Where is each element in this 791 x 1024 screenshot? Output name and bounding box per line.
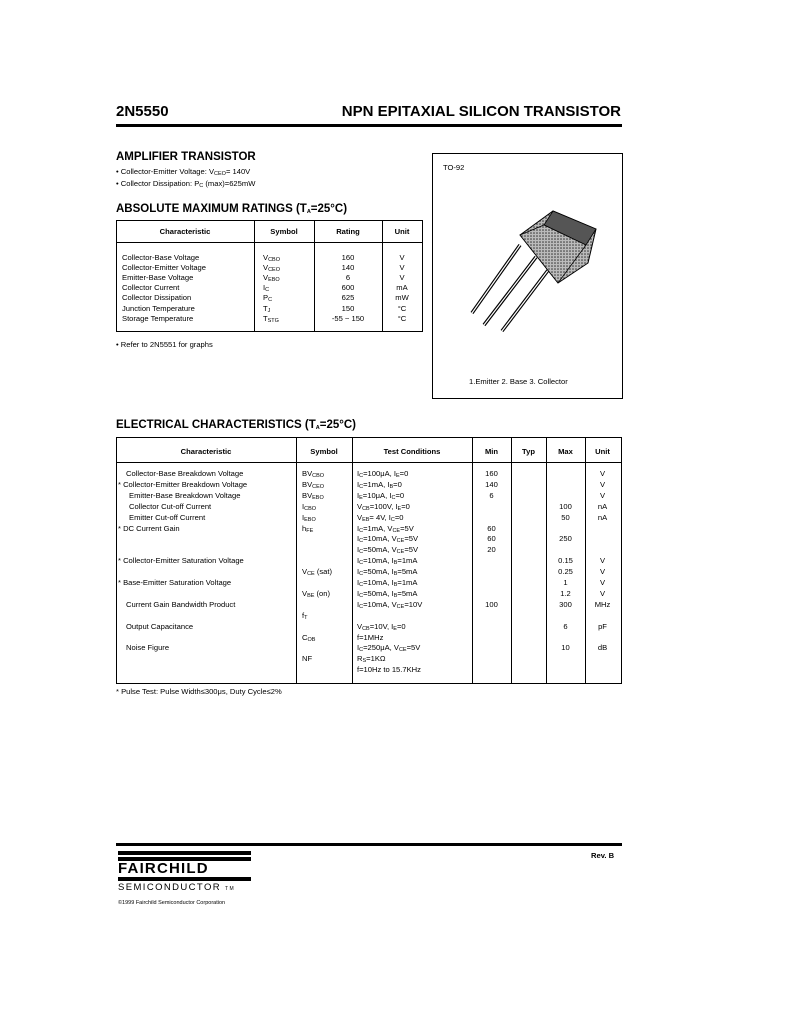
elec-row-unit: pF bbox=[598, 621, 607, 631]
abs-row-characteristic: Collector-Base Voltage bbox=[122, 253, 200, 262]
elec-row-condition: $I_C=10mA$, $I_B=1mA$ bbox=[357, 578, 418, 588]
elec-row-unit: V bbox=[599, 556, 606, 566]
elec-row-characteristic: * Collector-Emitter Breakdown Voltage bbox=[118, 479, 248, 489]
elec-row-max: 6 bbox=[563, 621, 568, 631]
package-name: TO-92 bbox=[443, 163, 465, 172]
elec-row-characteristic: * Base-Emitter Saturation Voltage bbox=[118, 578, 232, 587]
abs-row-symbol: $T_J$ bbox=[263, 303, 271, 314]
elec-row-characteristic: Collector Cut-off Current bbox=[129, 501, 212, 511]
abs-max-header-rule bbox=[116, 242, 422, 243]
elec-row-characteristic: * Collector-Emitter Saturation Voltage bbox=[118, 556, 244, 566]
to92-package-image bbox=[458, 205, 608, 335]
elec-row-condition: $I_C=1mA$, $I_B=0$ bbox=[357, 479, 402, 490]
elec-row-condition: f=1MHz bbox=[357, 632, 384, 642]
elec-row-min: 60 bbox=[487, 523, 496, 533]
elec-row-condition: $I_E=10\mu A$, $I_C=0$ bbox=[357, 490, 405, 501]
abs-row-rating: 140 bbox=[341, 263, 355, 273]
elec-col-min: Min bbox=[484, 447, 499, 456]
elec-row-condition: $V_{EB}= 4V$, $I_C=0$ bbox=[357, 512, 404, 523]
abs-row-unit: °C bbox=[397, 303, 407, 313]
abs-row-symbol: $I_C$ bbox=[263, 283, 270, 294]
fairchild-logo bbox=[118, 851, 251, 896]
abs-max-note: • Refer to 2N5551 for graphs bbox=[116, 340, 213, 349]
abs-row-unit: °C bbox=[397, 313, 407, 323]
elec-row-max: 1 bbox=[563, 578, 568, 587]
elec-row-symbol: NF bbox=[302, 654, 313, 664]
abs-row-characteristic: Storage Temperature bbox=[122, 313, 194, 323]
footer-rule bbox=[116, 843, 622, 846]
abs-row-symbol: $V_{CBO}$ bbox=[263, 253, 280, 263]
elec-row-symbol: $BV_{CBO}$ bbox=[302, 469, 325, 479]
elec-row-condition: $I_C=50mA$, $I_B=5mA$ bbox=[357, 588, 418, 599]
elec-row-condition: $I_C=50mA$, $V_{CE}=5V$ bbox=[357, 545, 419, 556]
abs-row-characteristic: Junction Temperature bbox=[122, 303, 195, 313]
elec-col-conditions: Test Conditions bbox=[383, 447, 441, 456]
abs-row-symbol: $P_C$ bbox=[263, 293, 273, 304]
abs-max-heading: ABSOLUTE MAXIMUM RATINGS $(T_A=25^\circ C)$ bbox=[116, 203, 348, 215]
elec-row-symbol: $V_{BE}$ (on) bbox=[302, 588, 331, 599]
elec-row-unit: V bbox=[599, 490, 606, 500]
elec-row-min: 100 bbox=[485, 599, 498, 609]
elec-row-max: 50 bbox=[561, 512, 570, 522]
elec-row-min: 60 bbox=[487, 534, 496, 544]
elec-row-min: 6 bbox=[489, 490, 494, 500]
logo-subtitle: SEMICONDUCTOR TM bbox=[118, 882, 236, 893]
elec-row-characteristic: * DC Current Gain bbox=[118, 523, 180, 533]
amplifier-bullets bbox=[116, 167, 255, 191]
col-symbol: Symbol bbox=[270, 227, 298, 236]
elec-row-characteristic: Collector-Base Breakdown Voltage bbox=[126, 469, 244, 478]
col-divider bbox=[352, 437, 353, 683]
elec-col-unit: Unit bbox=[595, 447, 610, 456]
copyright: ©1999 Fairchild Semiconductor Corporation bbox=[118, 900, 226, 906]
elec-row-condition: $I_C=10mA$, $V_{CE}=5V$ bbox=[357, 534, 419, 545]
abs-row-unit: V bbox=[399, 263, 405, 273]
elec-row-characteristic: Emitter-Base Breakdown Voltage bbox=[129, 490, 241, 500]
elec-row-unit: V bbox=[599, 578, 606, 587]
abs-row-characteristic: Emitter-Base Voltage bbox=[122, 273, 194, 283]
elec-col-symbol: Symbol bbox=[310, 447, 338, 456]
elec-row-symbol: $BV_{EBO}$ bbox=[302, 490, 324, 501]
abs-row-characteristic: Collector Current bbox=[122, 283, 180, 293]
abs-row-characteristic: Collector Dissipation bbox=[122, 293, 192, 303]
abs-row-rating: -55 ~ 150 bbox=[331, 313, 365, 323]
elec-col-max: Max bbox=[558, 447, 573, 456]
part-number: 2N5550 bbox=[116, 103, 169, 120]
elec-note: * Pulse Test: Pulse Width≤300μs, Duty Cycle≤2% bbox=[116, 687, 282, 696]
elec-row-max: 300 bbox=[559, 599, 572, 609]
elec-row-max: 10 bbox=[561, 643, 570, 653]
elec-row-max: 0.15 bbox=[558, 556, 573, 566]
abs-row-unit: V bbox=[399, 253, 405, 262]
elec-row-condition: $I_C=10mA$, $V_{CE}=10V$ bbox=[357, 599, 423, 610]
elec-row-condition: $V_{CB}=10V$, $I_E=0$ bbox=[357, 621, 406, 632]
col-rating: Rating bbox=[336, 227, 360, 236]
abs-row-rating: 6 bbox=[345, 273, 351, 283]
elec-row-max: 250 bbox=[559, 534, 572, 544]
elec-row-condition: $V_{CB}=100V$, $I_E=0$ bbox=[357, 501, 410, 512]
elec-row-characteristic: Emitter Cut-off Current bbox=[129, 512, 206, 522]
elec-row-condition: $R_S=1K\Omega$ bbox=[357, 654, 386, 665]
elec-row-condition: $I_C=50mA$, $I_B=5mA$ bbox=[357, 567, 418, 578]
amplifier-heading: AMPLIFIER TRANSISTOR bbox=[116, 151, 256, 163]
elec-row-symbol: $I_{CBO}$ bbox=[302, 501, 317, 512]
bullet-vceo: • Collector-Emitter Voltage: $V_{CEO}= 140V$ bbox=[116, 167, 251, 177]
abs-row-unit: V bbox=[399, 273, 405, 283]
abs-row-rating: 150 bbox=[341, 303, 355, 313]
abs-row-characteristic: Collector-Emitter Voltage bbox=[122, 263, 206, 273]
revision: Rev. B bbox=[591, 851, 615, 860]
elec-row-min: 140 bbox=[485, 479, 498, 489]
elec-row-symbol: $I_{EBO}$ bbox=[302, 512, 316, 523]
elec-row-unit: V bbox=[599, 567, 606, 577]
elec-row-unit: nA bbox=[597, 501, 608, 511]
elec-row-unit: V bbox=[599, 479, 606, 489]
elec-row-characteristic: Output Capacitance bbox=[126, 621, 194, 631]
elec-row-condition: f=10Hz to 15.7KHz bbox=[357, 665, 421, 675]
elec-row-unit: nA bbox=[597, 512, 608, 522]
col-characteristic: Characteristic bbox=[159, 227, 211, 236]
elec-row-unit: V bbox=[599, 469, 606, 478]
elec-heading: ELECTRICAL CHARACTERISTICS $(T_A=25^\circ C)$ bbox=[116, 419, 356, 431]
elec-row-symbol: $BV_{CEO}$ bbox=[302, 479, 325, 490]
col-divider bbox=[296, 437, 297, 683]
abs-row-unit: mA bbox=[396, 283, 408, 293]
elec-row-symbol: $f_T$ bbox=[302, 610, 308, 621]
elec-row-unit: V bbox=[599, 588, 606, 598]
page-title: NPN EPITAXIAL SILICON TRANSISTOR bbox=[341, 103, 621, 120]
abs-row-rating: 600 bbox=[341, 283, 355, 293]
elec-row-symbol: $h_{FE}$ bbox=[302, 523, 314, 534]
elec-col-typ: Typ bbox=[522, 447, 535, 456]
elec-row-condition: $I_C=10mA$, $I_B=1mA$ bbox=[357, 556, 418, 567]
elec-row-characteristic: Noise Figure bbox=[126, 643, 170, 653]
abs-row-unit: mW bbox=[395, 293, 409, 303]
abs-row-symbol: $V_{CEO}$ bbox=[263, 263, 280, 274]
col-divider bbox=[511, 437, 512, 683]
elec-row-max: 0.25 bbox=[558, 567, 573, 577]
elec-col-characteristic: Characteristic bbox=[180, 447, 232, 456]
abs-row-rating: 160 bbox=[341, 253, 355, 262]
abs-row-symbol: $V_{EBO}$ bbox=[263, 273, 280, 284]
elec-row-max: 100 bbox=[559, 501, 572, 511]
elec-row-symbol: $C_{OB}$ bbox=[302, 632, 316, 643]
elec-row-min: 160 bbox=[485, 469, 498, 478]
bullet-pc: • Collector Dissipation: $P_C$ (max)=625mW bbox=[116, 179, 256, 189]
elec-row-condition: $I_C=1mA$, $V_{CE}=5V$ bbox=[357, 523, 414, 534]
package-caption: 1.Emitter 2. Base 3. Collector bbox=[469, 377, 568, 386]
elec-row-condition: $I_C=250\mu A$, $V_{CE}=5V$ bbox=[357, 643, 421, 654]
elec-row-symbol: $V_{CE}$ (sat) bbox=[302, 567, 333, 578]
elec-row-min: 20 bbox=[487, 545, 496, 555]
logo-wordmark: FAIRCHILD bbox=[118, 860, 209, 877]
abs-row-rating: 625 bbox=[341, 293, 355, 303]
elec-row-max: 1.2 bbox=[560, 588, 571, 598]
abs-row-symbol: $T_{STG}$ bbox=[263, 313, 279, 324]
elec-row-unit: dB bbox=[597, 643, 608, 653]
header-rule bbox=[116, 124, 622, 127]
col-unit: Unit bbox=[394, 227, 410, 236]
elec-row-condition: $I_C=100\mu A$, $I_E=0$ bbox=[357, 469, 409, 479]
elec-row-unit: MHz bbox=[594, 599, 611, 609]
elec-row-characteristic: Current Gain Bandwidth Product bbox=[126, 599, 236, 609]
